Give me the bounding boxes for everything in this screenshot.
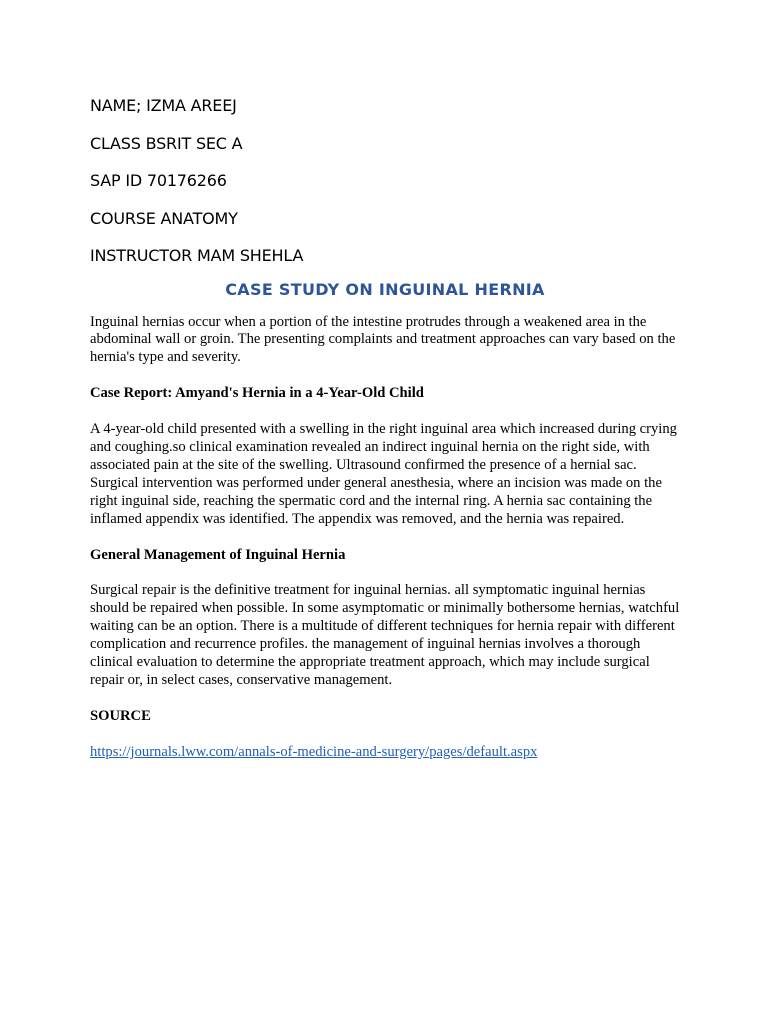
course-name: COURSE ANATOMY xyxy=(90,208,238,228)
source-link[interactable]: https://journals.lww.com/annals-of-medicine-and-surgery/pages/default.aspx xyxy=(90,743,538,760)
student-name: NAME; IZMA AREEJ xyxy=(90,96,237,115)
document-content xyxy=(90,94,680,762)
student-class: CLASS BSRIT SEC A xyxy=(90,133,243,153)
document-title: CASE STUDY ON INGUINAL HERNIA xyxy=(225,279,545,299)
intro-paragraph: Inguinal hernias occur when a portion of the intestine protrudes through a weakened area in the abdominal wall or groin. The presenting complaints and treatment approaches can vary based on the hernia's type and severity. xyxy=(90,313,676,366)
source-link-line xyxy=(90,744,680,762)
management-paragraph: Surgical repair is the definitive treatment for inguinal hernias. all symptomatic inguinal hernias should be repaired when possible. In some asymptomatic or minimally bothersome hernias, watchful waiting can be an option. There is a multitude of different techniques for hernia repair with different complication and recurrence profiles. the management of inguinal hernias involves a thorough clinical evaluation to determine the appropriate treatment approach, which may include surgical repair or, in select cases, conservative management. xyxy=(90,582,680,688)
student-sap-id: SAP ID 70176266 xyxy=(90,171,227,190)
instructor-name: INSTRUCTOR MAM SHEHLA xyxy=(90,246,304,265)
case-report-paragraph: A 4-year-old child presented with a swelling in the right inguinal area which increased during crying and coughing.so clinical examination revealed an indirect inguinal hernia on the right side, with associated pain at the site of the swelling. Ultrasound confirmed the presence of a hernial sac. Surgical intervention was performed under general anesthesia, where an incision was made on the right inguinal side, reaching the spermatic cord and the internal ring. A hernia sac containing the inflamed appendix was identified. The appendix was removed, and the hernia was repaired. xyxy=(90,421,677,527)
source-heading: SOURCE xyxy=(90,707,151,724)
case-report-heading: Case Report: Amyand's Hernia in a 4-Year-Old Child xyxy=(90,385,424,402)
management-heading: General Management of Inguinal Hernia xyxy=(90,546,346,563)
